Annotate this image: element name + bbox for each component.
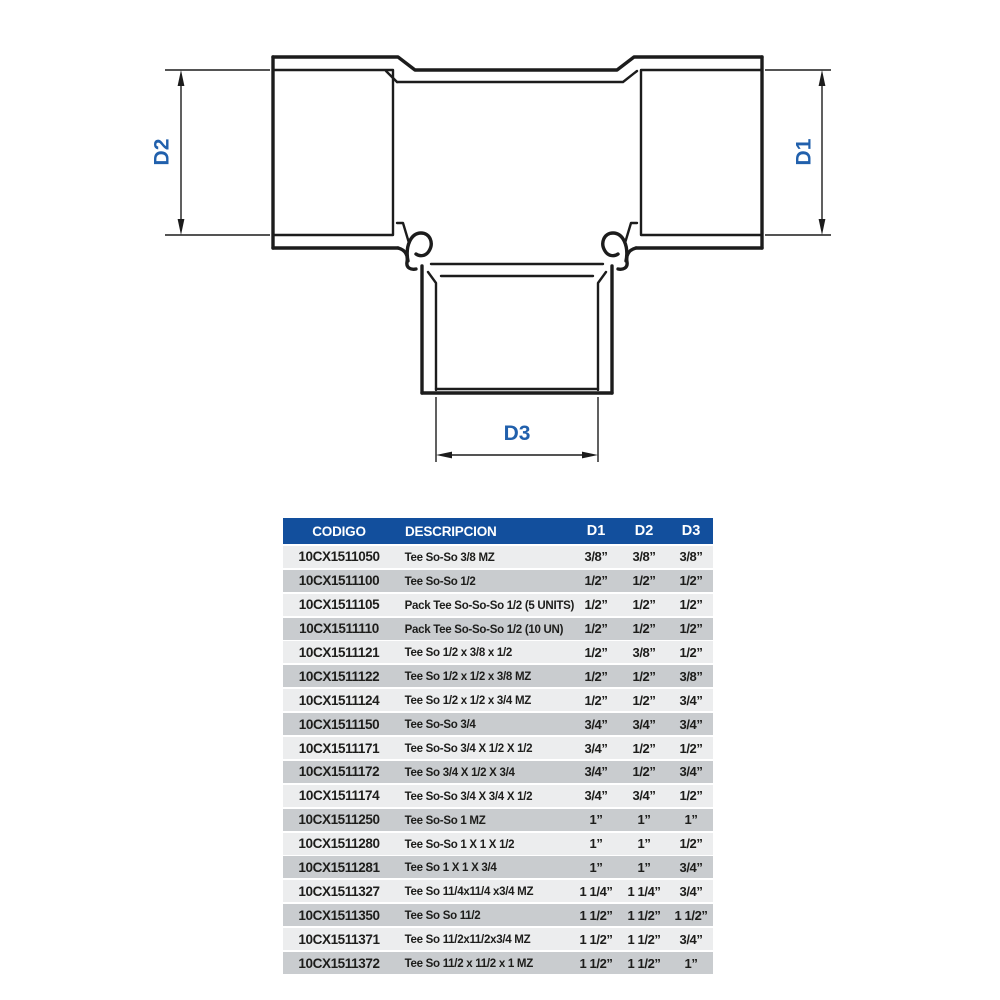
d2-cell: 3/8” (632, 549, 656, 565)
descripcion-cell: Tee So 11/2x11/2x3/4 MZ (404, 932, 531, 947)
d3-cell: 3/4” (679, 883, 703, 899)
d2-cell: 1/2” (632, 573, 656, 589)
d1-cell: 1 1/4” (579, 883, 613, 899)
d1-cell: 1/2” (584, 644, 608, 660)
table-row (283, 737, 713, 759)
descripcion-cell: Pack Tee So-So-So 1/2 (5 UNITS) (404, 597, 575, 612)
codigo-cell: 10CX1511371 (298, 931, 380, 947)
table-row (283, 761, 713, 783)
header-codigo: CODIGO (312, 523, 366, 539)
descripcion-cell: Tee So-So 1 X 1 X 1/2 (404, 836, 515, 851)
d1-cell: 1/2” (584, 668, 608, 684)
codigo-cell: 10CX1511172 (298, 764, 380, 780)
d2-cell: 1/2” (632, 668, 656, 684)
d2-cell: 1/2” (632, 740, 656, 756)
codigo-cell: 10CX1511327 (298, 883, 380, 899)
d2-cell: 1/2” (632, 692, 656, 708)
d3-cell: 3/8” (679, 668, 703, 684)
d2-cell: 1 1/2” (627, 907, 661, 923)
descripcion-cell: Tee So-So 1/2 (404, 573, 476, 588)
d2-cell: 1” (637, 812, 651, 828)
descripcion-cell: Tee So-So 3/4 X 3/4 X 1/2 (404, 788, 533, 803)
d3-cell: 1/2” (679, 621, 703, 637)
table-row (283, 952, 713, 974)
codigo-cell: 10CX1511174 (298, 788, 380, 804)
d3-cell: 1” (684, 955, 698, 971)
table-row (283, 880, 713, 902)
d2-cell: 1/2” (632, 764, 656, 780)
table-row (283, 570, 713, 592)
d2-cell: 1/2” (632, 597, 656, 613)
d3-cell: 3/4” (679, 764, 703, 780)
codigo-cell: 10CX1511122 (298, 668, 380, 684)
d1-cell: 1/2” (584, 573, 608, 589)
codigo-cell: 10CX1511124 (298, 692, 380, 708)
d3-cell: 1 1/2” (674, 907, 708, 923)
codigo-cell: 10CX1511281 (298, 859, 380, 875)
table-row (283, 833, 713, 855)
d3-cell: 1” (684, 812, 698, 828)
header-descripcion: DESCRIPCION (405, 523, 497, 539)
d3-dimension (436, 397, 598, 462)
descripcion-cell: Tee So-So 3/4 (404, 717, 476, 732)
spec-table-body (283, 546, 713, 974)
table-row (283, 689, 713, 711)
d1-cell: 3/4” (584, 740, 608, 756)
table-row (283, 856, 713, 878)
descripcion-cell: Tee So 1/2 x 1/2 x 3/4 MZ (404, 693, 532, 708)
d1-cell: 1” (589, 859, 603, 875)
d2-dimension (151, 70, 271, 235)
d1-cell: 3/4” (584, 716, 608, 732)
table-row (283, 928, 713, 950)
d1-cell: 1 1/2” (579, 907, 613, 923)
d3-cell: 3/4” (679, 859, 703, 875)
codigo-cell: 10CX1511105 (298, 597, 380, 613)
d1-cell: 3/4” (584, 764, 608, 780)
d1-dimension (765, 70, 831, 235)
table-row (283, 665, 713, 687)
d3-cell: 3/4” (679, 716, 703, 732)
descripcion-cell: Tee So 11/2 x 11/2 x 1 MZ (404, 956, 533, 971)
descripcion-cell: Tee So 11/4x11/4 x3/4 MZ (404, 884, 534, 899)
codigo-cell: 10CX1511150 (298, 716, 380, 732)
descripcion-cell: Tee So-So 1 MZ (404, 812, 486, 827)
codigo-cell: 10CX1511171 (298, 740, 380, 756)
table-row (283, 641, 713, 663)
d3-label: D3 (503, 422, 531, 445)
descripcion-cell: Tee So So 11/2 (404, 908, 481, 923)
d2-cell: 1/2” (632, 621, 656, 637)
table-row (283, 904, 713, 926)
descripcion-cell: Tee So 1/2 x 1/2 x 3/8 MZ (404, 669, 532, 684)
table-row (283, 785, 713, 807)
tee-bore-lines (273, 70, 762, 390)
descripcion-cell: Tee So 1/2 x 3/8 x 1/2 (404, 645, 513, 660)
d3-cell: 1/2” (679, 597, 703, 613)
d3-cell: 1/2” (679, 644, 703, 660)
d1-cell: 1/2” (584, 621, 608, 637)
d1-cell: 1” (589, 812, 603, 828)
codigo-cell: 10CX1511350 (298, 907, 380, 923)
d3-cell: 1/2” (679, 788, 703, 804)
table-row (283, 618, 713, 640)
d1-cell: 1/2” (584, 597, 608, 613)
d2-cell: 1 1/2” (627, 931, 661, 947)
d2-cell: 1 1/4” (627, 883, 661, 899)
codigo-cell: 10CX1511100 (298, 573, 380, 589)
d3-cell: 1/2” (679, 836, 703, 852)
d2-cell: 3/8” (632, 644, 656, 660)
codigo-cell: 10CX1511110 (299, 621, 379, 637)
descripcion-cell: Tee So 3/4 X 1/2 X 3/4 (404, 764, 515, 779)
header-d2: D2 (634, 523, 654, 539)
codigo-cell: 10CX1511372 (298, 955, 380, 971)
header-d3: D3 (681, 523, 701, 539)
table-row (283, 809, 713, 831)
codigo-cell: 10CX1511050 (298, 549, 380, 565)
d1-cell: 3/8” (584, 549, 608, 565)
descripcion-cell: Tee So-So 3/4 X 1/2 X 1/2 (404, 741, 533, 756)
d3-cell: 1/2” (679, 573, 703, 589)
d1-cell: 1” (589, 836, 603, 852)
d3-cell: 1/2” (679, 740, 703, 756)
d1-cell: 3/4” (584, 788, 608, 804)
d2-cell: 1” (637, 836, 651, 852)
d2-cell: 1” (637, 859, 651, 875)
d2-cell: 1 1/2” (627, 955, 661, 971)
d1-cell: 1/2” (584, 692, 608, 708)
spec-table (283, 518, 713, 974)
descripcion-cell: Pack Tee So-So-So 1/2 (10 UN) (404, 621, 564, 636)
table-row (283, 713, 713, 735)
d1-cell: 1 1/2” (579, 931, 613, 947)
table-row (283, 546, 713, 568)
header-d1: D1 (586, 523, 606, 539)
descripcion-cell: Tee So-So 3/8 MZ (404, 549, 495, 564)
tee-outline (273, 57, 762, 393)
d3-cell: 3/8” (679, 549, 703, 565)
codigo-cell: 10CX1511280 (298, 836, 380, 852)
descripcion-cell: Tee So 1 X 1 X 3/4 (404, 860, 497, 875)
spec-table-header (283, 518, 713, 544)
d2-cell: 3/4” (632, 716, 656, 732)
d3-cell: 3/4” (679, 931, 703, 947)
d1-label: D1 (792, 138, 816, 166)
d2-cell: 3/4” (632, 788, 656, 804)
d3-cell: 3/4” (679, 692, 703, 708)
d2-label: D2 (150, 138, 174, 166)
codigo-cell: 10CX1511121 (298, 644, 380, 660)
table-row (283, 594, 713, 616)
codigo-cell: 10CX1511250 (298, 812, 380, 828)
d1-cell: 1 1/2” (579, 955, 613, 971)
